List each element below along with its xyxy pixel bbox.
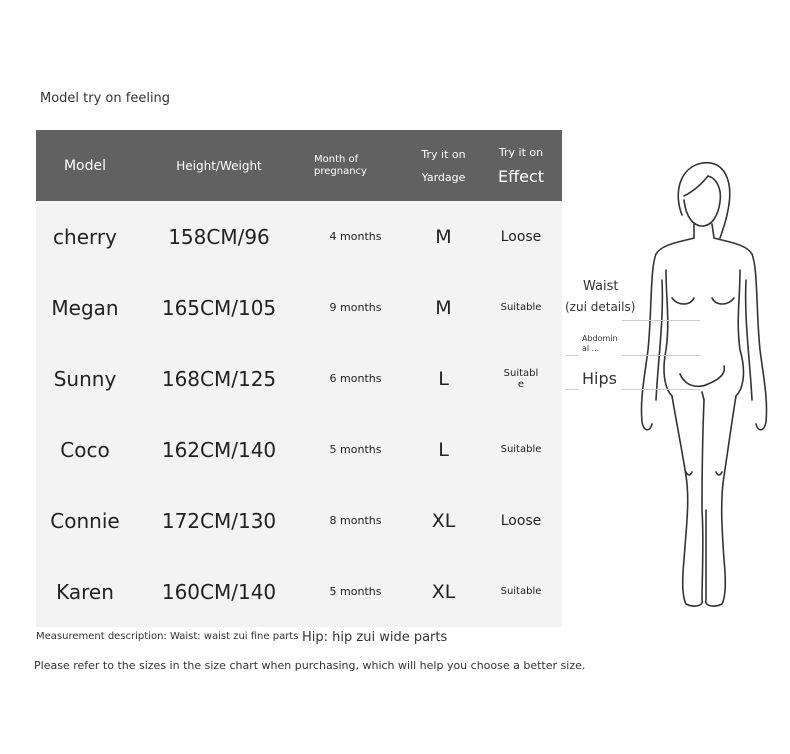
cell-height-weight: 172CM/130 (134, 485, 304, 556)
cell-effect: Suitable (480, 272, 562, 343)
cell-effect: Loose (480, 485, 562, 556)
size-advice-note: Please refer to the sizes in the size chart when purchasing, which will help you choose a better size. (34, 659, 586, 672)
abdominal-label: Abdomin al ... (582, 334, 618, 353)
cell-height-weight: 165CM/105 (134, 272, 304, 343)
header-month-line1: Month of (314, 153, 359, 165)
measurement-note-waist: Measurement description: Waist: waist zui fine parts (36, 631, 299, 642)
cell-effect: Suitable (480, 556, 562, 627)
cell-height-weight: 162CM/140 (134, 414, 304, 485)
measurement-note-hip: Hip: hip zui wide parts (302, 630, 448, 645)
header-try2-line1: Try it on (498, 145, 544, 159)
waist-label: Waist (583, 279, 619, 294)
cell-month: 5 months (304, 556, 407, 627)
cell-size: L (407, 414, 480, 485)
cell-month: 5 months (304, 414, 407, 485)
cell-month: 4 months (304, 201, 407, 272)
cell-height-weight: 158CM/96 (134, 201, 304, 272)
cell-height-weight: 168CM/125 (134, 343, 304, 414)
abdominal-guide-line (622, 355, 700, 356)
table-row (36, 556, 562, 627)
pregnant-body-outline-icon (636, 160, 770, 610)
header-try1-line2: Yardage (421, 170, 466, 184)
cell-month: 8 months (304, 485, 407, 556)
table-row (36, 485, 562, 556)
header-try2-line2: Effect (497, 166, 545, 186)
table-row (36, 343, 562, 414)
cell-size: XL (407, 485, 480, 556)
cell-height-weight: 160CM/140 (134, 556, 304, 627)
table-row (36, 272, 562, 343)
cell-model: cherry (36, 201, 134, 272)
header-month-line2: pregnancy (314, 165, 367, 177)
cell-size: M (407, 201, 480, 272)
header-try1-line1: Try it on (421, 147, 466, 161)
waist-sub-label: (zui details) (565, 300, 636, 314)
cell-model: Coco (36, 414, 134, 485)
hips-guide-line-left (566, 389, 578, 390)
section-caption: Model try on feeling (40, 91, 171, 106)
table-header-row (36, 130, 562, 201)
cell-month: 9 months (304, 272, 407, 343)
cell-model: Karen (36, 556, 134, 627)
size-table (36, 130, 562, 627)
abdominal-guide-line-left (566, 355, 578, 356)
cell-size: XL (407, 556, 480, 627)
table-row (36, 201, 562, 272)
header-height-weight: Height/Weight (134, 130, 304, 201)
header-try-effect (480, 130, 562, 201)
cell-effect: Suitable (480, 414, 562, 485)
cell-size: L (407, 343, 480, 414)
cell-effect: Loose (480, 201, 562, 272)
header-model: Model (36, 130, 134, 201)
hips-label: Hips (582, 369, 617, 388)
header-try-yardage (407, 130, 480, 201)
hips-guide-line (622, 389, 700, 390)
cell-month: 6 months (304, 343, 407, 414)
cell-model: Connie (36, 485, 134, 556)
header-month-of-pregnancy (304, 130, 407, 201)
waist-guide-line (622, 320, 700, 321)
cell-model: Sunny (36, 343, 134, 414)
cell-effect: Suitabl e (480, 343, 562, 414)
table-row (36, 414, 562, 485)
cell-size: M (407, 272, 480, 343)
cell-model: Megan (36, 272, 134, 343)
